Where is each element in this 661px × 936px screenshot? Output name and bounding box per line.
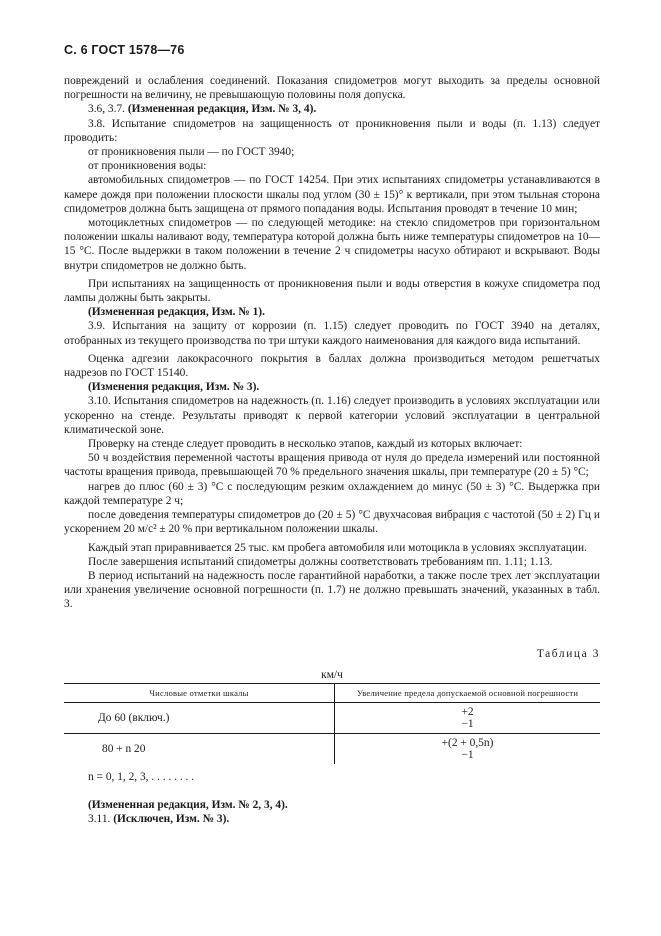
paragraph-text: нагрев до плюс (60 ± 3) °С с последующим резким охлаждением до минус (50 ± 3) °С. Выдержка при каждой температуре 2 ч; (64, 480, 600, 507)
table-caption: Таблица 3 (536, 648, 600, 660)
clause-number: 3.11. (88, 813, 114, 826)
paragraph (64, 541, 600, 555)
amendment-note: (Измененная редакция, Изм. № 2, 3, 4). (88, 799, 288, 812)
paragraph (64, 216, 600, 273)
table-cell-mark: До 60 (включ.) (64, 703, 335, 734)
paragraph (64, 352, 600, 380)
tolerance-minus: −1 (461, 718, 474, 730)
table-header-tolerance: Увеличение предела допускаемой основной погрешности (335, 684, 601, 703)
after-table (64, 770, 600, 827)
table-cell-tolerance (335, 703, 601, 734)
tolerance-plus: +(2 + 0,5n) (441, 737, 494, 749)
paragraph-text: от проникновения пыли — по ГОСТ 3940; (88, 146, 295, 159)
paragraph-text: 3.10. Испытания спидометров на надежность (п. 1.16) следует производить в условиях эксплуатации или ускоренно на стенде. Результаты приводят к первой категории условий эксплуатации в центральной климатической зоне. (64, 395, 600, 436)
paragraph (64, 319, 600, 347)
paragraph-text: Оценка адгезии лакокрасочного покрытия в баллах должна производиться методом решетчатых надрезов по ГОСТ 15140. (64, 352, 600, 380)
paragraph (64, 451, 600, 479)
paragraph-text: При испытаниях на защищенность от проникновения пыли и воды отверстия в кожухе спидометра под лампы должны быть закрыты. (64, 277, 600, 305)
paragraph (64, 173, 600, 216)
paragraph (64, 277, 600, 305)
paragraph (64, 74, 600, 102)
tolerance-minus: −1 (461, 749, 474, 761)
paragraph (64, 159, 600, 173)
paragraph (64, 394, 600, 437)
paragraph (64, 117, 600, 145)
table-row (64, 703, 600, 734)
clause-excluded: (Исключен, Изм. № 3). (113, 813, 230, 826)
amendment-note: (Измененная редакция, Изм. № 3, 4). (127, 103, 317, 116)
paragraph-text: повреждений и ослабления соединений. Показания спидометров могут выходить за пределы основной погрешности на величину, не превышающую половины поля допуска. (64, 75, 600, 102)
paragraph (64, 305, 600, 319)
paragraph-text: после доведения температуры спидометров до (20 ± 5) °С двухчасовая вибрация с частотой (50 ± 2) Гц и ускорением 20 м/с² ± 20 % при вертикальном положении шкалы. (64, 509, 600, 536)
table-3 (64, 683, 600, 764)
paragraph-text: 3.8. Испытание спидометров на защищенность от проникновения пыли и воды (п. 1.13) следует проводить: (64, 117, 600, 144)
paragraph (64, 508, 600, 536)
paragraph-text: 3.6, 3.7. (88, 103, 128, 116)
paragraph-text: от проникновения воды: (88, 160, 207, 173)
paragraph-text: В период испытаний на надежность после гарантийной наработки, а также после трех лет эксплуатации или хранения увеличение основной погрешности (п. 1.7) не должно превышать значений, указанных в табл. 3. (64, 569, 600, 611)
tolerance-plus: +2 (461, 706, 474, 718)
table-unit: км/ч (321, 669, 343, 681)
paragraph (64, 437, 600, 451)
body-text (64, 74, 600, 612)
table-header-marks: Числовые отметки шкалы (64, 684, 335, 703)
paragraph-text: 50 ч воздействия переменной частоты вращения привода от нуля до предела измерений или постоянной частоты вращения привода, превышающей 70 % предельного значения шкалы, при температуре (20 ± 5) °С; (64, 452, 600, 479)
table-row (64, 734, 600, 765)
paragraph-text: мотоциклетных спидометров — по следующей методике: на стекло спидометров при горизонтальном положении шкалы наливают воду, температура которой должна быть ниже температуры спидометров на 10—15 °С. После выдержки в таком положении в течение 2 ч спидометры насухо обтирают и вскрывают. Воды внутри спидометров не должно быть. (64, 217, 600, 272)
paragraph (64, 145, 600, 159)
paragraph-text: (Измененная редакция, Изм. № 1). (88, 306, 265, 319)
table-cell-mark: 80 + n 20 (64, 734, 335, 765)
table-note: n = 0, 1, 2, 3, . . . . . . . . (88, 771, 195, 783)
paragraph (64, 480, 600, 508)
paragraph (64, 569, 600, 612)
paragraph (64, 102, 600, 116)
page-header: С. 6 ГОСТ 1578—76 (64, 43, 185, 57)
clause-3-11 (64, 812, 600, 826)
paragraph-text: автомобильных спидометров — по ГОСТ 14254. При этих испытаниях спидометры устанавливаются в камере дождя при положении плоскости шкалы под углом (30 ± 15)° к вертикали, при этом тыльная сторона спидометров должна быть защищена от прямого попадания воды. Испытания проводят в течение 10 мин; (64, 174, 600, 215)
table-cell-tolerance (335, 734, 601, 765)
paragraph (64, 555, 600, 569)
paragraph-text: (Изменения редакция, Изм. № 3). (88, 381, 260, 394)
paragraph-text: Проверку на стенде следует проводить в несколько этапов, каждый из которых включает: (88, 438, 523, 451)
paragraph-text: После завершения испытаний спидометры должны соответствовать требованиям пп. 1.11; 1.13. (88, 555, 553, 568)
paragraph-text: 3.9. Испытания на защиту от коррозии (п. 1.15) следует проводить по ГОСТ 3940 на деталях, отобранных из текущего производства по три штуки каждого наименования для каждого вида испытаний. (64, 320, 600, 347)
paragraph (64, 380, 600, 394)
paragraph-text: Каждый этап приравнивается 25 тыс. км пробега автомобиля или мотоцикла в условиях эксплуатации. (88, 541, 587, 554)
